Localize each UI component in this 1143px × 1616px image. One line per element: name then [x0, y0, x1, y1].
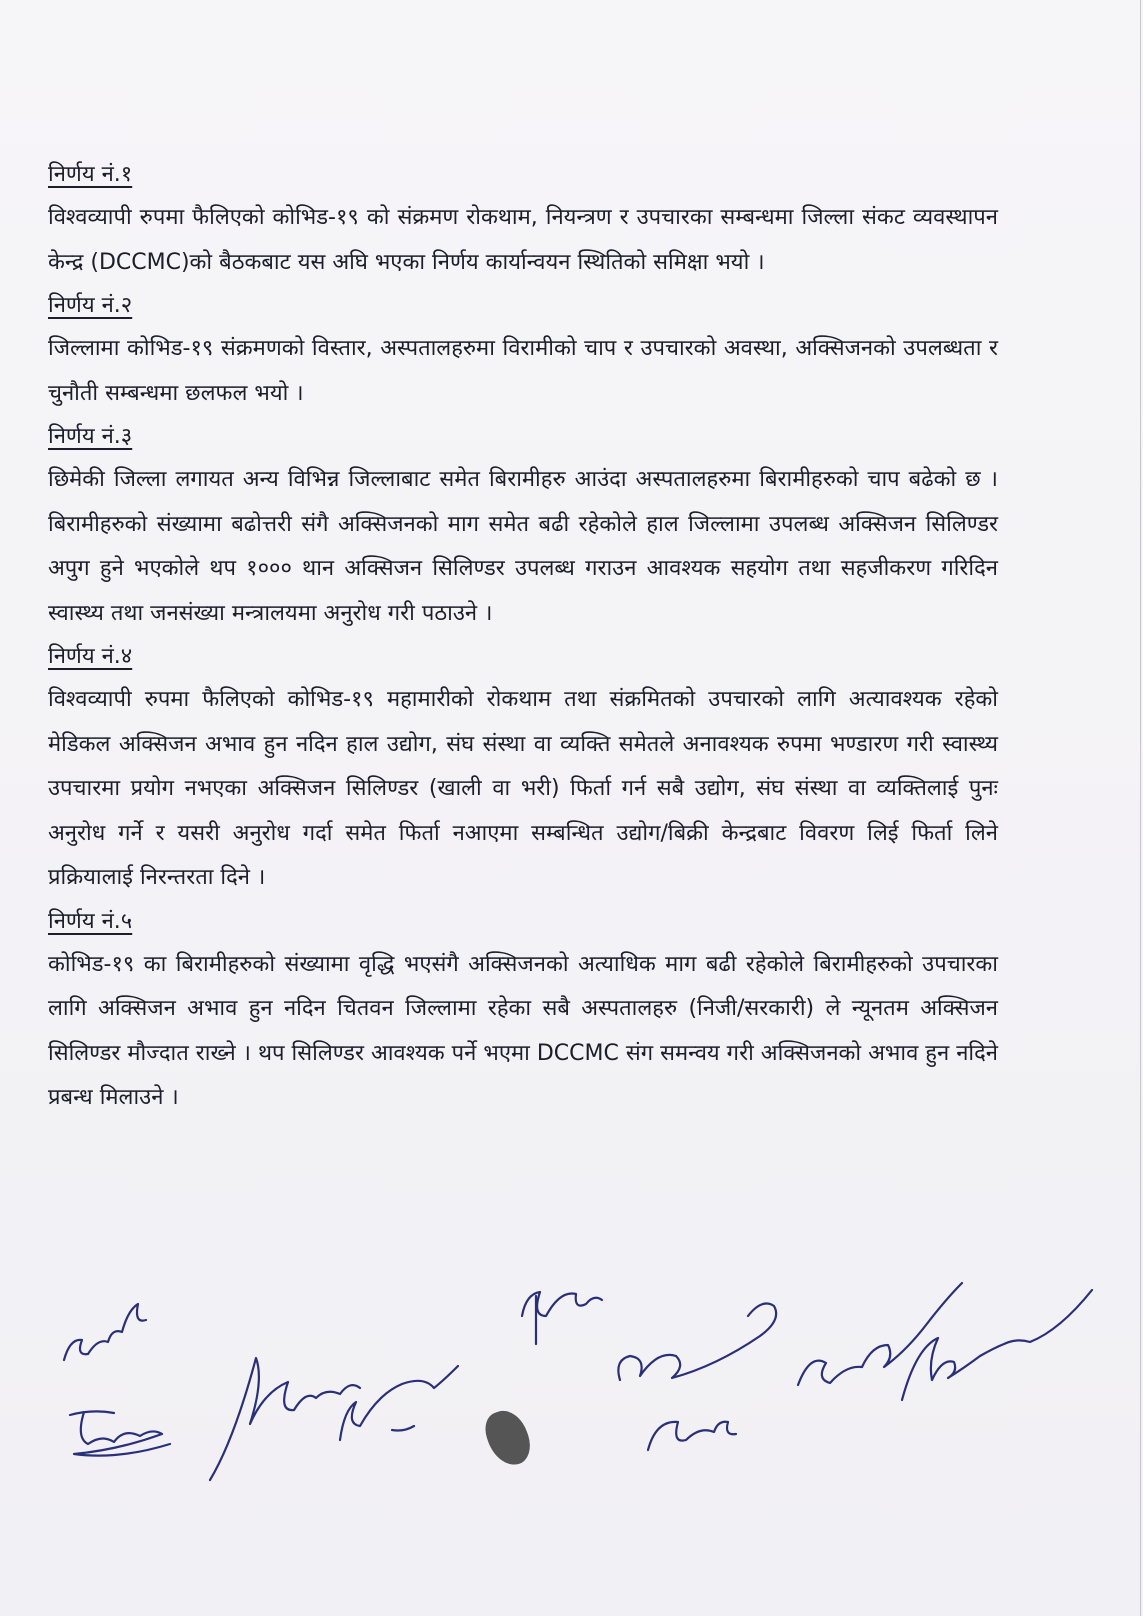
decision-text: विश्वव्यापी रुपमा फैलिएको कोभिड-१९ को संक्रमण रोकथाम, नियन्त्रण र उपचारका सम्बन्धमा जिल्ला संकट व्यवस्थापन केन्द्र (DCCMC)को बैठकबाट यस अघि भएका निर्णय कार्यान्वयन स्थितिको समिक्षा भयो । [48, 205, 998, 275]
page-edge [1140, 0, 1141, 1616]
decision-3 [48, 422, 998, 636]
decision-1 [48, 160, 998, 285]
decision-heading: निर्णय नं.३ [48, 424, 133, 449]
decision-text: विश्वव्यापी रुपमा फैलिएको कोभिड-१९ महामारीको रोकथाम तथा संक्रमितको उपचारको लागि अत्यावश्यक रहेको मेडिकल अक्सिजन अभाव हुन नदिन हाल उद्योग, संघ संस्था वा व्यक्ति समेतले अनावश्यक रुपमा भण्डारण गरी स्वास्थ्य उपचारमा प्रयोग नभएका अक्सिजन सिलिण्डर (खाली वा भरी) फिर्ता गर्न सबै उद्योग, संघ संस्था वा व्यक्तिलाई पुनः अनुरोध गर्ने र यसरी अनुरोध गर्दा समेत फिर्ता नआएमा सम्बन्धित उद्योग/बिक्री केन्द्रबाट विवरण लिई फिर्ता लिने प्रक्रियालाई निरन्तरता दिने । [48, 687, 998, 890]
decision-heading: निर्णय नं.२ [48, 293, 133, 318]
ink-stamp-blot [480, 1405, 535, 1471]
signature-3 [210, 1358, 360, 1480]
signature-5 [522, 1292, 602, 1344]
decision-heading: निर्णय नं.५ [48, 908, 133, 934]
decision-5 [48, 907, 998, 1121]
signature-6 [618, 1304, 776, 1380]
minutes-body [48, 160, 998, 1127]
decision-2 [48, 291, 998, 416]
signature-4 [340, 1366, 458, 1440]
decision-heading: निर्णय नं.१ [48, 162, 133, 187]
signature-8 [798, 1283, 962, 1385]
signature-7 [648, 1422, 736, 1450]
signature-2 [70, 1411, 170, 1455]
signature-1 [64, 1304, 146, 1360]
decision-text: जिल्लामा कोभिड-१९ संक्रमणको विस्तार, अस्पतालहरुमा विरामीको चाप र उपचारको अवस्था, अक्सिजनको उपलब्धता र चुनौती सम्बन्धमा छलफल भयो । [48, 336, 998, 406]
decision-heading: निर्णय नं.४ [48, 644, 133, 669]
decision-4 [48, 642, 998, 901]
signature-9 [902, 1290, 1092, 1400]
decision-text: छिमेकी जिल्ला लगायत अन्य विभिन्न जिल्लाबाट समेत बिरामीहरु आउंदा अस्पतालहरुमा बिरामीहरुको चाप बढेको छ । बिरामीहरुको संख्यामा बढोत्तरी संगै अक्सिजनको माग समेत बढी रहेकोले हाल जिल्लामा उपलब्ध अक्सिजन सिलिण्डर अपुग हुने भएकोले थप १००० थान अक्सिजन सिलिण्डर उपलब्ध गराउन आवश्यक सहयोग तथा सहजीकरण गरिदिन स्वास्थ्य तथा जनसंख्या मन्त्रालयमा अनुरोध गरी पठाउने । [48, 467, 998, 626]
decision-text: कोभिड-१९ का बिरामीहरुको संख्यामा वृद्धि भएसंगै अक्सिजनको अत्याधिक माग बढी रहेकोले बिरामीहरुको उपचारका लागि अक्सिजन अभाव हुन नदिन चितवन जिल्लामा रहेका सबै अस्पतालहरु (निजी/सरकारी) ले न्यूनतम अक्सिजन सिलिण्डर मौज्दात राख्ने । थप सिलिण्डर आवश्यक पर्ने भएमा DCCMC संग समन्वय गरी अक्सिजनको अभाव हुन नदिने प्रबन्ध मिलाउने । [48, 951, 998, 1110]
